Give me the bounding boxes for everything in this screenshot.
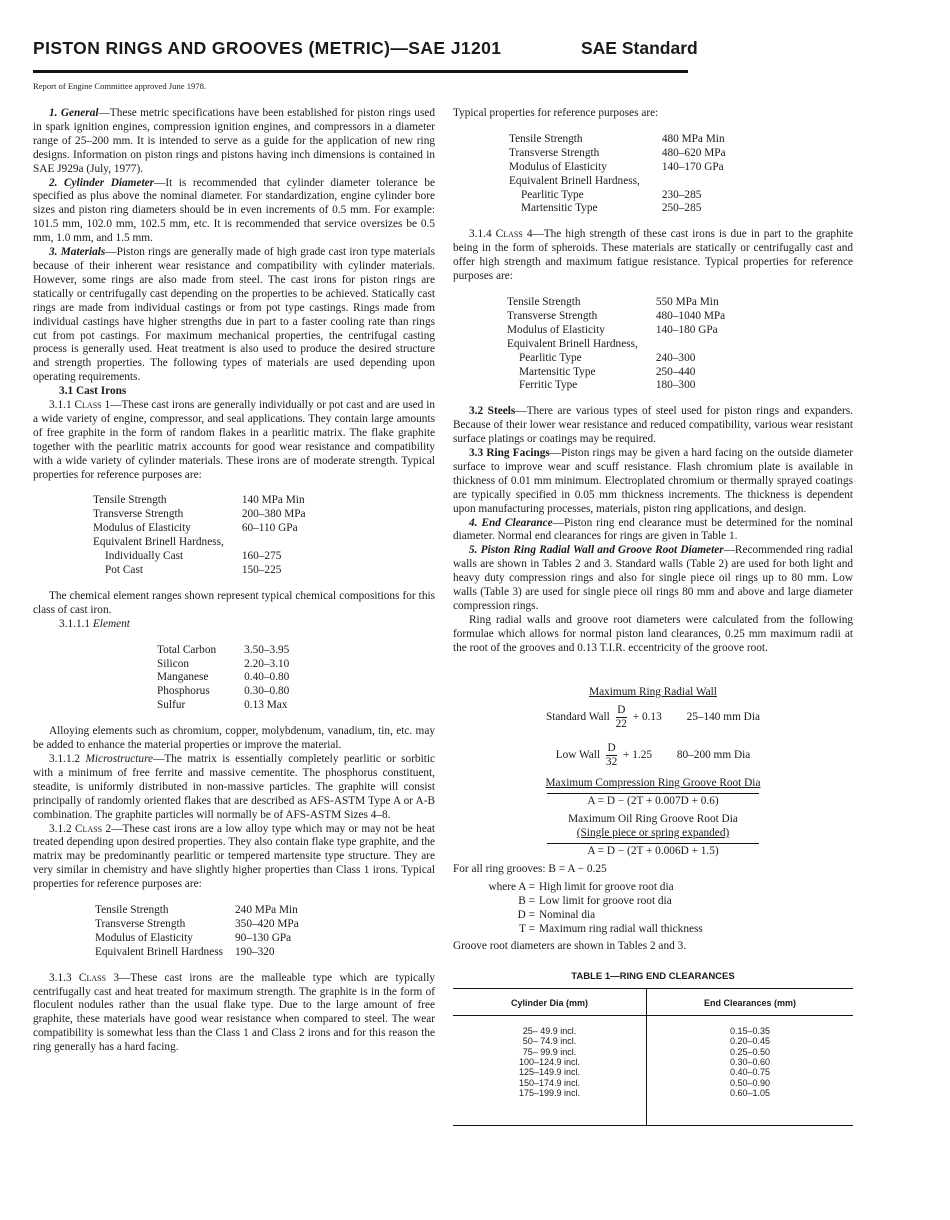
section-general bbox=[33, 107, 435, 177]
property-row-label: Equivalent Brinell Hardness, bbox=[507, 337, 638, 350]
property-row-label: Tensile Strength bbox=[507, 295, 581, 308]
property-row-value bbox=[242, 536, 306, 550]
formula-oil-eq: A = D − (2T + 0.006D + 1.5) bbox=[453, 845, 853, 859]
property-row-value: 140–180 GPa bbox=[655, 323, 718, 336]
fraction-standard: $\frac{D}{22}$ bbox=[615, 704, 627, 730]
table1-header-cylinder: Cylinder Dia (mm) bbox=[510, 998, 588, 1008]
table1-cell-clearance: 0.60–1.05 bbox=[729, 1087, 771, 1098]
class4-number: 3.1.4 bbox=[469, 228, 492, 241]
property-row-value: 350–420 MPa bbox=[235, 917, 299, 930]
property-row-label: Ferritic Type bbox=[519, 379, 578, 392]
micro-text: —The matrix is essentially completely pearlitic or sorbitic with a minimum of free ferrite and massive cementite. The phosphorus constituent, steadite, is uniformly distributed in non-massive particles. The graphite will consist principally of randomly oriented flakes that are described as AFS-ASTM Type A or A-B combination. The graphite particles will normally be of AFS-ASTM Sizes 4–8. bbox=[33, 752, 435, 821]
table1-area bbox=[453, 106, 853, 1206]
property-row-label: Transverse Strength bbox=[509, 146, 600, 159]
micro-number: 3.1.1.2 bbox=[49, 752, 81, 765]
property-row bbox=[93, 508, 306, 522]
element-row-value: 2.20–3.10 bbox=[244, 657, 290, 670]
cast-irons-heading: 3.1 Cast Irons bbox=[59, 385, 127, 398]
property-row-value: 480–620 MPa bbox=[661, 146, 726, 159]
where-symbol: B = bbox=[518, 894, 535, 907]
class4-text: 4—The high strength of these cast irons is due in part to the graphite being in the form of spheroids. These materials are statically or centrifugally cast and offer high strength and maximum fatigue resistance. Typical properties for reference purposes are: bbox=[453, 228, 854, 283]
class3-text: 3—These cast irons are the malleable type which are typically centrifugally cast and heat treated for maximum strength. The graphite is in the form of floculent nodules rather than the usual flake type. Due to the large amount of free graphite, these materials have good wear resistance when compared to steel. The wear compatibility is somewhat less than the Class 1 and Class 2 irons and for this reason the ring generally has a hard facing. bbox=[33, 971, 435, 1054]
table1-cell-clearance: 0.30–0.60 bbox=[729, 1056, 771, 1067]
property-row-value: 60–110 GPa bbox=[241, 522, 298, 535]
property-row-label: Martensitic Type bbox=[521, 202, 598, 215]
page-title: PISTON RINGS AND GROOVES (METRIC)—SAE J1201 bbox=[33, 38, 502, 58]
all-grooves-line: For all ring grooves: B = A − 0.25 bbox=[453, 863, 607, 875]
end-clearance-heading: 4. End Clearance bbox=[469, 516, 553, 529]
table1-cell-cylinder: 125–149.9 incl. bbox=[518, 1067, 581, 1078]
class4-label: Class bbox=[495, 228, 523, 241]
property-row bbox=[93, 536, 306, 550]
radial-wall-heading: 5. Piston Ring Radial Wall and Groove Root Diameter bbox=[469, 544, 724, 557]
element-row bbox=[157, 658, 289, 672]
section-materials bbox=[33, 246, 435, 385]
section-class2 bbox=[33, 823, 435, 893]
table1-cell-cylinder: 75– 99.9 incl. bbox=[522, 1046, 577, 1057]
formula-oil-heading: Maximum Oil Ring Groove Root Dia bbox=[568, 813, 738, 825]
property-row-value: 240–300 bbox=[655, 351, 696, 364]
class1-properties bbox=[93, 494, 306, 577]
section-class3 bbox=[33, 972, 435, 1055]
class2-properties bbox=[95, 904, 299, 960]
formula-max-wall-heading: Maximum Ring Radial Wall bbox=[589, 686, 717, 698]
where-symbol: where A = bbox=[488, 881, 535, 893]
property-row-value: 150–225 bbox=[241, 564, 282, 576]
property-row-value: 550 MPa Min bbox=[655, 295, 719, 308]
table1-cell-clearance: 0.20–0.45 bbox=[729, 1036, 771, 1047]
report-note: Report of Engine Committee approved June 1978. bbox=[33, 81, 207, 91]
table1-bottom-rule bbox=[453, 1125, 853, 1126]
property-row bbox=[95, 918, 299, 932]
property-row bbox=[93, 522, 306, 536]
property-row-value: 480–1040 MPa bbox=[655, 309, 726, 322]
where-definition: Maximum ring radial wall thickness bbox=[539, 922, 703, 935]
formula-low-wall: Low Wall $\frac{D}{32}$ + 1.25 80–200 mm Dia bbox=[555, 742, 751, 768]
left-column bbox=[33, 107, 435, 1055]
property-row-value: 180–300 bbox=[655, 379, 696, 392]
property-row-label: Tensile Strength bbox=[509, 132, 583, 145]
class3-number: 3.1.3 bbox=[49, 971, 72, 984]
table1-cell-cylinder: 100–124.9 incl. bbox=[518, 1056, 581, 1067]
where-symbol: D = bbox=[517, 908, 535, 921]
property-row-label: Transverse Strength bbox=[93, 508, 184, 521]
element-row bbox=[157, 671, 289, 685]
formula-standard-wall: Standard Wall $\frac{D}{22}$ + 0.13 25–140 mm Dia bbox=[545, 704, 760, 730]
property-row-label: Tensile Strength bbox=[95, 904, 169, 917]
table1-cell-clearance: 0.40–0.75 bbox=[729, 1067, 771, 1078]
end-clearance-text: —Piston ring end clearance must be determined for the nominal diameter. Normal end clearances for rings are given in Table 1. bbox=[453, 516, 853, 543]
property-row-value: 480 MPa Min bbox=[661, 132, 725, 145]
table1-cell-cylinder: 25– 49.9 incl. bbox=[522, 1026, 577, 1036]
class2-label: Class bbox=[75, 822, 103, 835]
steels-heading: 3.2 Steels bbox=[469, 405, 516, 418]
property-row-value: 190–320 bbox=[235, 945, 275, 958]
property-row-value: 240 MPa Min bbox=[235, 904, 298, 917]
fraction-low: $\frac{D}{32}$ bbox=[605, 742, 618, 768]
property-row-value: 200–380 MPa bbox=[241, 508, 306, 521]
steels-text: —There are various types of steel used for piston rings and expanders. Because of their lower wear resistance and reduced compatibility, various wear resistant surface platings or coatings may be required. bbox=[453, 405, 853, 446]
property-row bbox=[95, 946, 299, 960]
property-row-label: Transverse Strength bbox=[95, 917, 186, 930]
table1-header-clearance: End Clearances (mm) bbox=[703, 998, 797, 1008]
element-rows bbox=[157, 644, 289, 714]
property-row-label: Pearlitic Type bbox=[521, 188, 584, 201]
property-row bbox=[95, 932, 299, 946]
property-row bbox=[93, 494, 306, 508]
class1-number: 3.1.1 bbox=[49, 399, 72, 412]
alloy-text: Alloying elements such as chromium, copper, molybdenum, vanadium, tin, etc. may be added to enhance the material properties or improve the material. bbox=[33, 725, 435, 752]
table1-cell-clearance: 0.25–0.50 bbox=[729, 1046, 771, 1057]
property-row-label: Modulus of Elasticity bbox=[509, 160, 607, 173]
radial-wall-text: —Recommended ring radial walls are shown in Tables 2 and 3. Standard walls (Table 2) are used for both light and heavy duty compression rings and also for single piece oil rings up to 80 mm. Low walls (Table 3) are used for single piece oil rings 80 mm and above and large diameter compression rings. bbox=[453, 544, 853, 612]
element-row-label: Total Carbon bbox=[157, 643, 217, 656]
table1-cell-cylinder: 175–199.9 incl. bbox=[518, 1087, 581, 1098]
property-row-value: 90–130 GPa bbox=[235, 931, 292, 944]
element-row-value: 0.13 Max bbox=[244, 699, 288, 712]
property-row-value: 250–440 bbox=[655, 365, 696, 378]
element-row bbox=[157, 644, 289, 658]
element-row-value: 0.40–0.80 bbox=[244, 671, 290, 684]
property-row-label: Pot Cast bbox=[105, 564, 143, 576]
table1-cell-cylinder: 150–174.9 incl. bbox=[518, 1077, 581, 1088]
materials-heading: 3. Materials bbox=[49, 246, 106, 259]
class1-text: 1—These cast irons are generally individually or pot cast and are used in a wide variety of engine, compressor, and seal applications. They contain large amounts of free graphite in the form of random flakes in a pearlitic matrix. The flake graphite together with the pearlitic matrix accounts for good wear resistance and compatibility with a wide variety of cylinder materials. These irons are of moderate strength. Typical properties for reference purposes are: bbox=[33, 399, 435, 481]
cylinder-text: —It is recommended that cylinder diameter tolerance be specified as plus above the nominal diameter. For standardization, engine cylinder bore sizes and piston ring diameters should be in even increments of 0.5 mm. For example: 101.5 mm, 102.0 mm, 102.5 mm, etc. It is recommended that service oversizes be 0.5 mm, 1.0 mm, and 1.5 mm. bbox=[33, 176, 435, 245]
property-row-value: 250–285 bbox=[661, 202, 702, 215]
where-definition: High limit for groove root dia bbox=[539, 881, 674, 893]
property-row-value: 230–285 bbox=[661, 188, 702, 201]
element-row-value: 3.50–3.95 bbox=[244, 643, 290, 656]
property-row-label: Transverse Strength bbox=[507, 309, 598, 322]
table1-cell-clearance: 0.50–0.90 bbox=[729, 1077, 771, 1088]
calc-text: Ring radial walls and groove root diameters were calculated from the following formulae which allows for normal piston land clearances, 0.25 mm maximum radii at the root of the grooves and 0.13 T.I.R. eccentricity of the groove root. bbox=[453, 613, 853, 654]
formula-compression-eq: A = D − (2T + 0.007D + 0.6) bbox=[453, 795, 853, 809]
general-heading: 1. General bbox=[49, 107, 99, 119]
formula-compression-heading: Maximum Compression Ring Groove Root Dia bbox=[545, 777, 761, 789]
table1-header-rule bbox=[453, 1015, 853, 1016]
facings-heading: 3.3 Ring Facings bbox=[469, 447, 550, 460]
facings-text: —Piston rings may be given a hard facing on the outside diameter surface to improve wear and scuff resistance. Flash chromium plate is available in thickness of 0.01 mm minimum. Electroplated chromium or thermally sprayed coatings are typically specified in 0.05 mm thickness increments. The thickness is dependent upon manufacturing processes, materials, piston ring applications, and design. bbox=[453, 447, 853, 515]
property-row-label: Martensitic Type bbox=[519, 365, 596, 378]
where-definition: Low limit for groove root dia bbox=[539, 894, 672, 907]
where-definition: Nominal dia bbox=[539, 908, 596, 921]
cylinder-heading: 2. Cylinder Diameter bbox=[49, 176, 155, 189]
where-symbol: T = bbox=[519, 922, 535, 935]
element-row bbox=[157, 685, 289, 699]
standard-label: SAE Standard bbox=[581, 38, 698, 58]
element-row-value: 0.30–0.80 bbox=[244, 685, 290, 698]
formula-oil-sub: (Single piece or spring expanded) bbox=[576, 827, 730, 839]
property-row-label: Individually Cast bbox=[105, 550, 184, 563]
property-row bbox=[95, 904, 299, 918]
element-table bbox=[157, 644, 289, 714]
element-heading-line bbox=[33, 618, 435, 632]
property-row-value: 160–275 bbox=[241, 550, 282, 563]
element-number: 3.1.1.1 bbox=[59, 617, 91, 630]
groove-note: Groove root diameters are shown in Tables 2 and 3. bbox=[453, 940, 687, 952]
section-cylinder-diameter bbox=[33, 177, 435, 247]
class3-label: Class bbox=[78, 971, 107, 984]
typical-intro: Typical properties for reference purposes are: bbox=[453, 107, 659, 119]
element-row bbox=[157, 699, 289, 713]
section-class1 bbox=[33, 399, 435, 482]
class1-properties-table bbox=[93, 494, 306, 577]
property-row-label: Modulus of Elasticity bbox=[507, 323, 605, 336]
class2-text: 2—These cast irons are a low alloy type which may or may not be heat treated depending upon desired properties. They also contain flake type graphite, and the matrix may be predominantly pearlitic or tempered martensite type structure. They are very similar in chemistry and have slightly higher properties than Class 1 irons. Typical properties for reference purposes are: bbox=[33, 822, 436, 891]
property-row-label: Tensile Strength bbox=[93, 494, 167, 507]
class2-properties-table bbox=[95, 904, 299, 960]
property-row bbox=[93, 564, 306, 578]
table1-top-rule bbox=[453, 988, 853, 989]
chem-intro: The chemical element ranges shown represent typical chemical compositions for this class of cast iron. bbox=[33, 589, 435, 616]
element-heading: Element bbox=[92, 617, 130, 630]
class1-label: Class bbox=[74, 399, 102, 412]
class2-number: 3.1.2 bbox=[49, 822, 72, 835]
table1 bbox=[453, 988, 853, 1098]
table1-cell-clearance: 0.15–0.35 bbox=[729, 1026, 771, 1036]
element-row-label: Phosphorus bbox=[157, 685, 210, 698]
element-row-label: Sulfur bbox=[157, 699, 186, 712]
micro-heading: Microstructure bbox=[85, 752, 154, 765]
element-row-label: Manganese bbox=[157, 671, 209, 684]
property-row-label: Equivalent Brinell Hardness, bbox=[93, 536, 224, 549]
property-row-label: Modulus of Elasticity bbox=[93, 522, 191, 535]
property-row-label: Modulus of Elasticity bbox=[95, 931, 193, 944]
materials-text: —Piston rings are generally made of high grade cast iron type materials because of their inherent wear resistance and compatibility with cylinder materials. However, some rings are also made from steel. The cast irons for piston rings are statically or centrifugally cast depending on the properties to be achieved. Statically cast rings are made from individual castings or from pot type castings. Rings made from individual castings have higher strengths due in part to a faster cooling rate than rings cut from pot castings. For maximum mechanical properties, the centrifugal casting process is generally used. Heat treatment is also used to produce the desired structure and strength properties. The following types of materials are used depending upon operating requirements. bbox=[33, 246, 435, 384]
general-text: —These metric specifications have been established for piston rings used in spark ignition engines, compression ignition engines, and compressors in a diameter range of 25–200 mm. It is intended to serve as a guide for the application of new ring designs. Information on piston rings and pistons having inch dimensions is contained in SAE J929a (July, 1977). bbox=[33, 107, 436, 175]
table1-title: TABLE 1—RING END CLEARANCES bbox=[571, 971, 735, 982]
property-row-label: Pearlitic Type bbox=[519, 351, 582, 364]
property-row-label: Equivalent Brinell Hardness bbox=[95, 945, 224, 958]
property-row-label: Equivalent Brinell Hardness, bbox=[509, 174, 640, 187]
property-row bbox=[93, 550, 306, 564]
property-row-value: 140–170 GPa bbox=[661, 160, 724, 173]
property-row-value: 140 MPa Min bbox=[241, 494, 305, 507]
section-microstructure bbox=[33, 753, 435, 823]
table1-cell-cylinder: 50– 74.9 incl. bbox=[522, 1036, 577, 1047]
element-row-label: Silicon bbox=[157, 657, 190, 670]
